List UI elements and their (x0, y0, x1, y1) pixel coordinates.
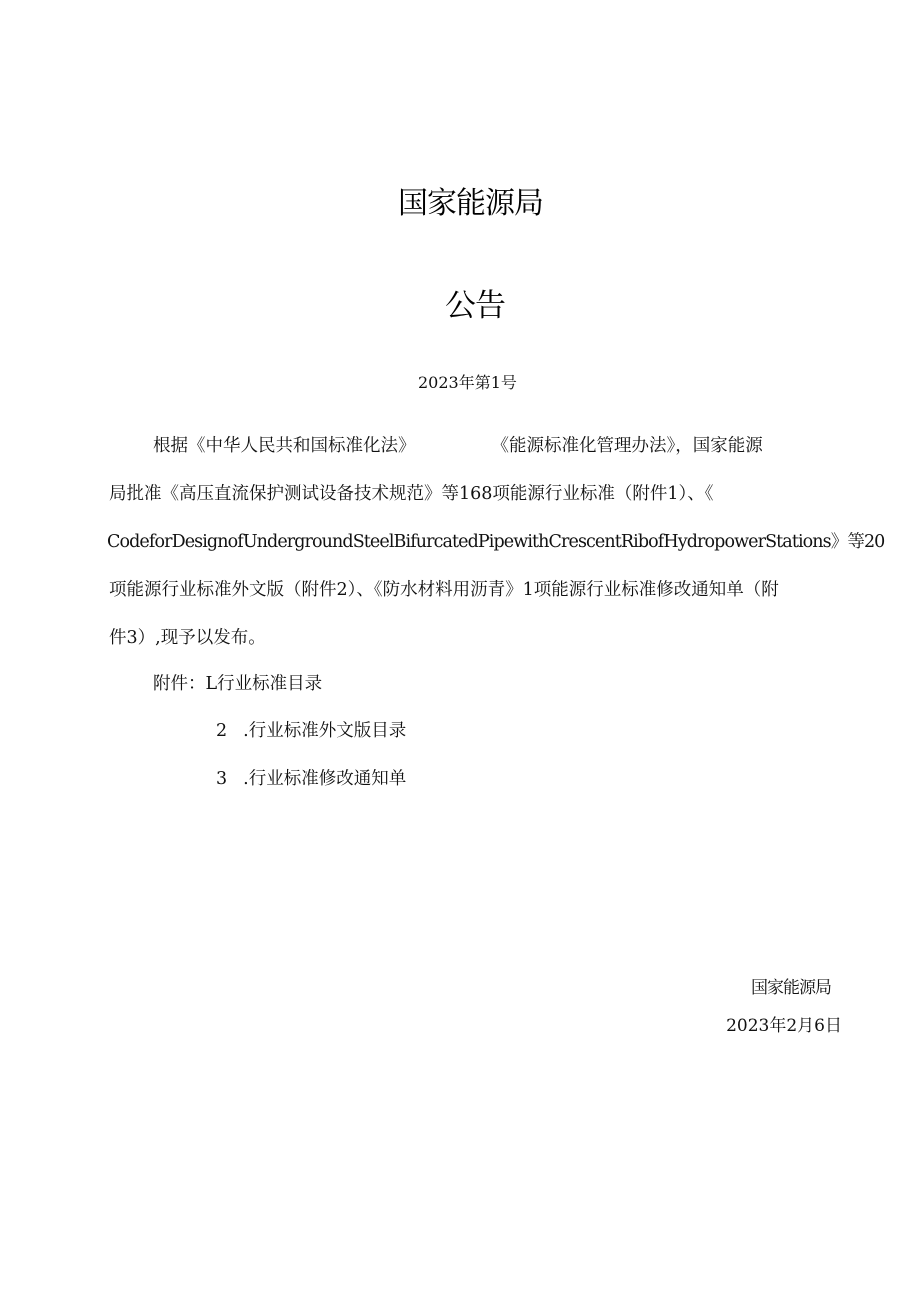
body-line-2: 局批准《高压直流保护测试设备技术规范》等168项能源行业标准（附件1）、《 (109, 484, 714, 504)
issuer-title: 国家能源局 (398, 186, 543, 221)
signature-issuer: 国家能源局 (751, 978, 831, 998)
body-line-4: 项能源行业标准外文版（附件2）、《防水材料用沥青》1项能源行业标准修改通知单（附 (109, 580, 779, 600)
attachment-text: .行业标准修改通知单 (243, 769, 407, 789)
attachment-intro: 附件：L行业标准目录 (153, 674, 323, 694)
attachment-item (216, 721, 406, 741)
body-line-1-part-a: 根据《中华人民共和国标准化法》 (153, 436, 416, 456)
attachment-number: 2 (216, 721, 228, 741)
body-line-3: CodeforDesignofUndergroundSteelBifurcatedPipewithCrescentRibofHydropowerStations》等20 (107, 532, 885, 552)
notice-number: 2023年第1号 (418, 373, 517, 392)
attachment-item (216, 769, 406, 789)
signature-date: 2023年2月6日 (726, 1016, 842, 1036)
body-line-1 (153, 436, 763, 456)
attachment-text: .行业标准外文版目录 (243, 721, 407, 741)
body-line-5: 件3）,现予以发布。 (109, 628, 266, 648)
body-line-1-part-b: 《能源标准化管理办法》，国家能源 (491, 436, 763, 456)
notice-title: 公告 (445, 288, 505, 324)
attachment-number: 3 (216, 769, 228, 789)
